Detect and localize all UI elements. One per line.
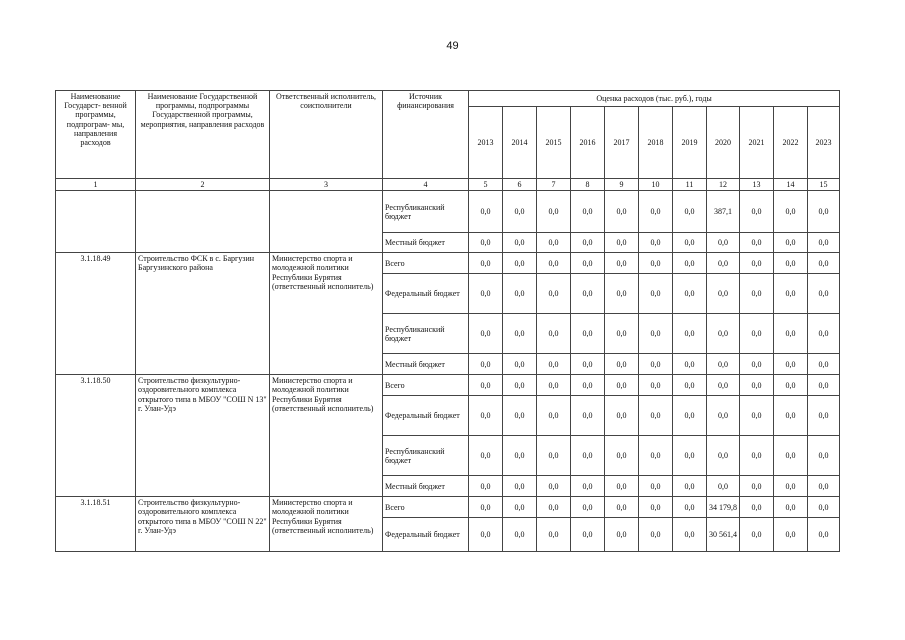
value-cell: 0,0 — [571, 354, 605, 375]
value-cell: 0,0 — [639, 497, 673, 518]
value-cell: 0,0 — [503, 436, 537, 476]
value-cell: 0,0 — [740, 375, 774, 396]
value-cell: 0,0 — [503, 375, 537, 396]
value-cell: 0,0 — [639, 233, 673, 253]
value-cell: 0,0 — [707, 314, 740, 354]
funding-source: Федеральный бюджет — [383, 274, 469, 314]
value-cell: 0,0 — [774, 436, 808, 476]
value-cell: 0,0 — [774, 233, 808, 253]
funding-source: Федеральный бюджет — [383, 396, 469, 436]
header-year: 2023 — [808, 107, 840, 179]
value-cell: 0,0 — [774, 354, 808, 375]
header-year: 2019 — [673, 107, 707, 179]
value-cell: 0,0 — [707, 476, 740, 497]
value-cell: 34 179,8 — [707, 497, 740, 518]
funding-source: Федеральный бюджет — [383, 518, 469, 552]
continuation-empty-cell — [56, 191, 136, 253]
header-index-cell: 13 — [740, 179, 774, 191]
value-cell: 0,0 — [537, 253, 571, 274]
value-cell: 0,0 — [605, 497, 639, 518]
funding-source: Всего — [383, 375, 469, 396]
value-cell: 0,0 — [469, 436, 503, 476]
value-cell: 0,0 — [537, 436, 571, 476]
value-cell: 0,0 — [503, 497, 537, 518]
value-cell: 0,0 — [605, 518, 639, 552]
value-cell: 0,0 — [503, 518, 537, 552]
value-cell: 0,0 — [537, 191, 571, 233]
value-cell: 0,0 — [707, 436, 740, 476]
value-cell: 0,0 — [571, 233, 605, 253]
value-cell: 0,0 — [469, 233, 503, 253]
table-row — [56, 375, 840, 396]
value-cell: 0,0 — [571, 253, 605, 274]
header-index-cell: 2 — [136, 179, 270, 191]
value-cell: 0,0 — [503, 354, 537, 375]
header-index-cell: 7 — [537, 179, 571, 191]
value-cell: 0,0 — [469, 253, 503, 274]
value-cell: 0,0 — [707, 233, 740, 253]
value-cell: 0,0 — [503, 191, 537, 233]
value-cell: 0,0 — [469, 191, 503, 233]
budget-table — [55, 90, 840, 552]
measure-name: Строительство физкультурно- оздоровительного комплекса открытого типа в МБОУ "СОШ N 13" г. Улан-Удэ — [136, 375, 270, 497]
value-cell: 0,0 — [503, 476, 537, 497]
header-col-name: Наименование Государственной программы, подпрограммы Государственной программы, мероприятия, направления расходов — [136, 91, 270, 179]
value-cell: 0,0 — [774, 314, 808, 354]
value-cell: 0,0 — [537, 233, 571, 253]
header-index-cell: 4 — [383, 179, 469, 191]
value-cell: 387,1 — [707, 191, 740, 233]
value-cell: 0,0 — [740, 354, 774, 375]
header-index-row — [56, 179, 840, 191]
value-cell: 0,0 — [503, 233, 537, 253]
value-cell: 0,0 — [673, 375, 707, 396]
table-row — [56, 253, 840, 274]
funding-source: Республиканский бюджет — [383, 191, 469, 233]
value-cell: 0,0 — [808, 518, 840, 552]
value-cell: 0,0 — [537, 354, 571, 375]
header-index-cell: 10 — [639, 179, 673, 191]
value-cell: 0,0 — [605, 253, 639, 274]
value-cell: 0,0 — [571, 497, 605, 518]
value-cell: 0,0 — [673, 314, 707, 354]
value-cell: 0,0 — [503, 396, 537, 436]
measure-code: 3.1.18.49 — [56, 253, 136, 375]
measure-executor: Министерство спорта и молодежной политики Республики Бурятия (ответственный исполнитель) — [270, 375, 383, 497]
value-cell: 0,0 — [537, 396, 571, 436]
value-cell: 0,0 — [469, 497, 503, 518]
value-cell: 0,0 — [469, 274, 503, 314]
header-index-cell: 6 — [503, 179, 537, 191]
value-cell: 0,0 — [537, 274, 571, 314]
value-cell: 0,0 — [673, 191, 707, 233]
value-cell: 0,0 — [571, 396, 605, 436]
funding-source: Местный бюджет — [383, 476, 469, 497]
header-index-cell: 12 — [707, 179, 740, 191]
value-cell: 0,0 — [673, 274, 707, 314]
value-cell: 0,0 — [673, 497, 707, 518]
measure-executor: Министерство спорта и молодежной политики Республики Бурятия (ответственный исполнитель) — [270, 253, 383, 375]
value-cell: 0,0 — [639, 375, 673, 396]
header-cost-group: Оценка расходов (тыс. руб.), годы — [469, 91, 840, 107]
value-cell: 0,0 — [740, 191, 774, 233]
value-cell: 0,0 — [808, 375, 840, 396]
header-index-cell: 11 — [673, 179, 707, 191]
value-cell: 0,0 — [605, 354, 639, 375]
funding-source: Местный бюджет — [383, 354, 469, 375]
header-year: 2018 — [639, 107, 673, 179]
funding-source: Всего — [383, 253, 469, 274]
value-cell: 0,0 — [605, 396, 639, 436]
value-cell: 0,0 — [673, 354, 707, 375]
funding-source: Всего — [383, 497, 469, 518]
value-cell: 0,0 — [740, 497, 774, 518]
measure-executor: Министерство спорта и молодежной политики Республики Бурятия (ответственный исполнитель) — [270, 497, 383, 552]
value-cell: 0,0 — [605, 476, 639, 497]
table-row — [56, 497, 840, 518]
value-cell: 0,0 — [639, 476, 673, 497]
value-cell: 0,0 — [571, 375, 605, 396]
value-cell: 0,0 — [537, 518, 571, 552]
header-year: 2022 — [774, 107, 808, 179]
value-cell: 0,0 — [808, 274, 840, 314]
header-index-cell: 1 — [56, 179, 136, 191]
value-cell: 0,0 — [469, 396, 503, 436]
value-cell: 0,0 — [537, 314, 571, 354]
value-cell: 0,0 — [774, 191, 808, 233]
value-cell: 0,0 — [503, 253, 537, 274]
page-number: 49 — [446, 40, 459, 52]
measure-name: Строительство физкультурно- оздоровительного комплекса открытого типа в МБОУ "СОШ N 22" г. Улан-Удэ — [136, 497, 270, 552]
value-cell: 0,0 — [774, 497, 808, 518]
value-cell: 0,0 — [808, 396, 840, 436]
value-cell: 0,0 — [571, 518, 605, 552]
value-cell: 0,0 — [740, 476, 774, 497]
table-body — [56, 191, 840, 552]
value-cell: 0,0 — [740, 396, 774, 436]
value-cell: 0,0 — [673, 396, 707, 436]
value-cell: 0,0 — [571, 191, 605, 233]
value-cell: 0,0 — [639, 314, 673, 354]
value-cell: 0,0 — [707, 375, 740, 396]
header-index-cell: 15 — [808, 179, 840, 191]
value-cell: 0,0 — [605, 233, 639, 253]
value-cell: 0,0 — [740, 233, 774, 253]
value-cell: 0,0 — [605, 274, 639, 314]
value-cell: 0,0 — [469, 476, 503, 497]
header-index-cell: 5 — [469, 179, 503, 191]
value-cell: 0,0 — [707, 396, 740, 436]
header-col-program: Наименование Государст- венной программы, подпрограм- мы, направления расходов — [56, 91, 136, 179]
header-index-cell: 3 — [270, 179, 383, 191]
header-year: 2013 — [469, 107, 503, 179]
value-cell: 0,0 — [639, 354, 673, 375]
funding-source: Местный бюджет — [383, 233, 469, 253]
funding-source: Республиканский бюджет — [383, 436, 469, 476]
value-cell: 0,0 — [639, 436, 673, 476]
continuation-empty-cell — [136, 191, 270, 253]
value-cell: 0,0 — [808, 253, 840, 274]
value-cell: 0,0 — [469, 375, 503, 396]
header-year: 2017 — [605, 107, 639, 179]
value-cell: 0,0 — [740, 314, 774, 354]
measure-name: Строительство ФСК в с. Баргузин Баргузинского района — [136, 253, 270, 375]
table-row — [56, 191, 840, 233]
value-cell: 0,0 — [537, 497, 571, 518]
value-cell: 0,0 — [537, 476, 571, 497]
value-cell: 0,0 — [605, 191, 639, 233]
value-cell: 0,0 — [740, 436, 774, 476]
value-cell: 0,0 — [571, 476, 605, 497]
value-cell: 30 561,4 — [707, 518, 740, 552]
value-cell: 0,0 — [808, 497, 840, 518]
header-index-cell: 14 — [774, 179, 808, 191]
value-cell: 0,0 — [469, 518, 503, 552]
value-cell: 0,0 — [808, 476, 840, 497]
value-cell: 0,0 — [808, 233, 840, 253]
continuation-empty-cell — [270, 191, 383, 253]
value-cell: 0,0 — [639, 396, 673, 436]
value-cell: 0,0 — [571, 436, 605, 476]
header-year: 2020 — [707, 107, 740, 179]
value-cell: 0,0 — [774, 375, 808, 396]
value-cell: 0,0 — [774, 476, 808, 497]
value-cell: 0,0 — [673, 253, 707, 274]
value-cell: 0,0 — [740, 253, 774, 274]
value-cell: 0,0 — [571, 314, 605, 354]
value-cell: 0,0 — [639, 518, 673, 552]
value-cell: 0,0 — [808, 314, 840, 354]
value-cell: 0,0 — [639, 253, 673, 274]
value-cell: 0,0 — [673, 518, 707, 552]
value-cell: 0,0 — [707, 354, 740, 375]
value-cell: 0,0 — [673, 436, 707, 476]
value-cell: 0,0 — [503, 314, 537, 354]
value-cell: 0,0 — [469, 314, 503, 354]
value-cell: 0,0 — [707, 274, 740, 314]
value-cell: 0,0 — [740, 274, 774, 314]
value-cell: 0,0 — [774, 274, 808, 314]
value-cell: 0,0 — [605, 314, 639, 354]
value-cell: 0,0 — [639, 191, 673, 233]
value-cell: 0,0 — [503, 274, 537, 314]
measure-code: 3.1.18.51 — [56, 497, 136, 552]
value-cell: 0,0 — [469, 354, 503, 375]
value-cell: 0,0 — [639, 274, 673, 314]
value-cell: 0,0 — [774, 253, 808, 274]
value-cell: 0,0 — [808, 191, 840, 233]
value-cell: 0,0 — [707, 253, 740, 274]
header-year: 2016 — [571, 107, 605, 179]
header-col-source: Источник финансирования — [383, 91, 469, 179]
value-cell: 0,0 — [808, 436, 840, 476]
value-cell: 0,0 — [774, 396, 808, 436]
value-cell: 0,0 — [571, 274, 605, 314]
header-year: 2014 — [503, 107, 537, 179]
header-index-cell: 8 — [571, 179, 605, 191]
value-cell: 0,0 — [774, 518, 808, 552]
header-index-cell: 9 — [605, 179, 639, 191]
value-cell: 0,0 — [605, 436, 639, 476]
funding-source: Республиканский бюджет — [383, 314, 469, 354]
header-col-executor: Ответственный исполнитель, соисполнители — [270, 91, 383, 179]
header-year: 2021 — [740, 107, 774, 179]
measure-code: 3.1.18.50 — [56, 375, 136, 497]
value-cell: 0,0 — [673, 233, 707, 253]
value-cell: 0,0 — [808, 354, 840, 375]
value-cell: 0,0 — [605, 375, 639, 396]
value-cell: 0,0 — [740, 518, 774, 552]
header-year: 2015 — [537, 107, 571, 179]
value-cell: 0,0 — [537, 375, 571, 396]
value-cell: 0,0 — [673, 476, 707, 497]
